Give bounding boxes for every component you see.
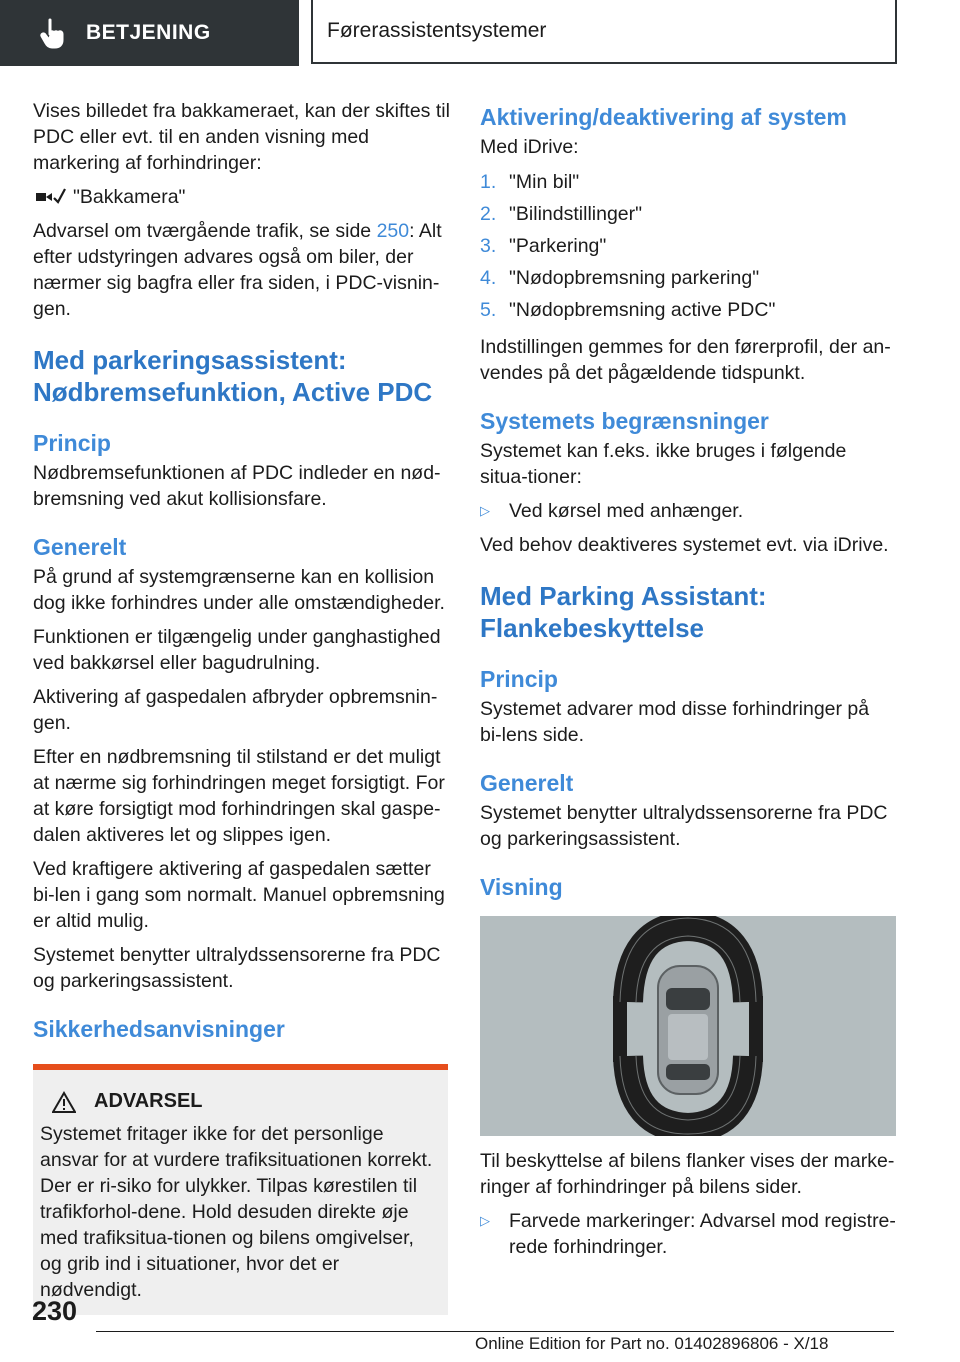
- limits-heading: Systemets begrænsninger: [480, 408, 769, 434]
- step-number: 5.: [480, 299, 497, 321]
- page-number: 230: [32, 1296, 78, 1326]
- list-item: [480, 230, 896, 262]
- step-text: "Bilindstillinger": [509, 203, 643, 225]
- list-item: [480, 166, 896, 198]
- flank-princip-paragraph: Systemet advarer mod disse forhindringer på bi-lens side.: [480, 698, 870, 746]
- step-text: "Nødopbremsning active PDC": [509, 299, 776, 321]
- list-item: [480, 198, 896, 230]
- princip-paragraph: Nødbremsefunktionen af PDC indleder en nød-bremsning ved akut kollisionsfare.: [33, 462, 441, 510]
- main-heading: Med parkeringsassistent: Nødbremsefunktion, Active PDC: [33, 345, 433, 407]
- list-item-text: Ved kørsel med anhænger.: [509, 500, 744, 522]
- flank-princip-heading: Princip: [480, 666, 558, 692]
- warning-title: ADVARSEL: [94, 1090, 203, 1112]
- generelt-paragraph-5: Ved kraftigere aktivering af gaspedalen sætter bi-len i gang som normalt. Manuel opbremsning er altid mulig.: [33, 858, 445, 932]
- left-column: [33, 98, 451, 1315]
- deactivate-paragraph: Ved behov deaktiveres systemet evt. via iDrive.: [480, 534, 889, 556]
- generelt-paragraph-3: Aktivering af gaspedalen afbryder opbremsnin-gen.: [33, 686, 438, 734]
- list-item: [480, 1208, 896, 1260]
- list-item-text: Farvede markeringer: Advarsel mod registre-rede forhindringer.: [509, 1210, 896, 1258]
- camera-option: [33, 184, 451, 210]
- bullet-triangle-icon: ▷: [480, 1213, 490, 1228]
- right-column: [480, 98, 896, 1268]
- step-number: 2.: [480, 203, 497, 225]
- camera-option-label: "Bakkamera": [73, 186, 186, 208]
- list-item: [480, 498, 896, 524]
- generelt-paragraph-1: På grund af systemgrænserne kan en kollision dog ikke forhindres under alle omstændigheder.: [33, 566, 445, 614]
- visning-paragraph: Til beskyttelse af bilens flanker vises der marke-ringer af forhindringer på bilens sider.: [480, 1150, 895, 1198]
- activation-heading: Aktivering/deaktivering af system: [480, 104, 847, 130]
- warning-body: Systemet fritager ikke for det personlige ansvar for at vurdere trafiksituationen korrekt. Der er ri-siko for ulykker. Tilpas kørestilen til trafikforhol-dene. Hold desuden direkte øje med trafiksitua-tionen og bilens omgivelser, og grib ind i situationer, hvor det er nødvendigt.: [40, 1123, 433, 1301]
- step-text: "Min bil": [509, 171, 580, 193]
- cross-traffic-text: Advarsel om tværgående trafik, se side: [33, 220, 377, 242]
- intro-paragraph: Vises billedet fra bakkameraet, kan der skiftes til PDC eller evt. til en anden visning med markering af forhindringer:: [33, 100, 450, 174]
- step-number: 4.: [480, 267, 497, 289]
- parking-display-image: [480, 916, 896, 1136]
- step-number: 3.: [480, 235, 497, 257]
- section-label: BETJENING: [86, 21, 211, 44]
- generelt-heading: Generelt: [33, 534, 127, 560]
- generelt-paragraph-2: Funktionen er tilgængelig under ganghastighed ved bakkørsel eller bagudrulning.: [33, 626, 441, 674]
- warning-title-row: [40, 1090, 440, 1113]
- generelt-paragraph-4: Efter en nødbremsning til stilstand er det muligt at nærme sig forhindringen meget forsigtigt. For at køre forsigtigt mod forhindringen skal gaspe-dalen aktiveres let og slippes igen.: [33, 746, 445, 846]
- list-item: [480, 294, 896, 326]
- visning-heading: Visning: [480, 874, 563, 900]
- flank-generelt-paragraph: Systemet benytter ultralydssensorerne fra PDC og parkeringsassistent.: [480, 802, 888, 850]
- flank-generelt-heading: Generelt: [480, 770, 574, 796]
- cross-traffic-text-end: : Alt efter udstyringen advares også om biler, der nærmer sig bagfra eller fra siden, i PDC-visnin-gen.: [33, 220, 442, 320]
- warning-triangle-icon: [52, 1091, 76, 1113]
- chapter-label: Førerassistentsystemer: [327, 19, 547, 42]
- princip-heading: Princip: [33, 430, 111, 456]
- generelt-paragraph-6: Systemet benytter ultralydssensorerne fra PDC og parkeringsassistent.: [33, 944, 441, 992]
- step-number: 1.: [480, 171, 497, 193]
- car-sensor-illustration: [480, 916, 896, 1136]
- footer-divider: [96, 1331, 894, 1332]
- warning-box: [33, 1064, 448, 1315]
- rear-camera-icon: [33, 186, 67, 208]
- chapter-tab[interactable]: [311, 0, 897, 64]
- limits-list: [480, 498, 896, 524]
- list-item: [480, 262, 896, 294]
- limits-paragraph: Systemet kan f.eks. ikke bruges i følgende situa-tioner:: [480, 440, 847, 488]
- safety-heading: Sikkerhedsanvisninger: [33, 1016, 285, 1042]
- page-header: [0, 0, 960, 66]
- saved-paragraph: Indstillingen gemmes for den førerprofil, der an-vendes på det pågældende tidspunkt.: [480, 336, 891, 384]
- bullet-triangle-icon: ▷: [480, 503, 490, 518]
- page-reference-link[interactable]: 250: [376, 220, 410, 242]
- section-tab[interactable]: [0, 0, 299, 66]
- hand-pointer-icon: [38, 16, 72, 50]
- activation-steps: [480, 166, 896, 326]
- step-text: "Nødopbremsning parkering": [509, 267, 760, 289]
- step-text: "Parkering": [509, 235, 607, 257]
- visning-list: [480, 1208, 896, 1260]
- flank-heading: Med Parking Assistant: Flankebeskyttelse: [480, 581, 767, 643]
- cross-traffic-paragraph: [33, 218, 451, 322]
- idrive-paragraph: Med iDrive:: [480, 136, 579, 158]
- footer-edition: Online Edition for Part no. 01402896806 - X/18: [475, 1334, 829, 1353]
